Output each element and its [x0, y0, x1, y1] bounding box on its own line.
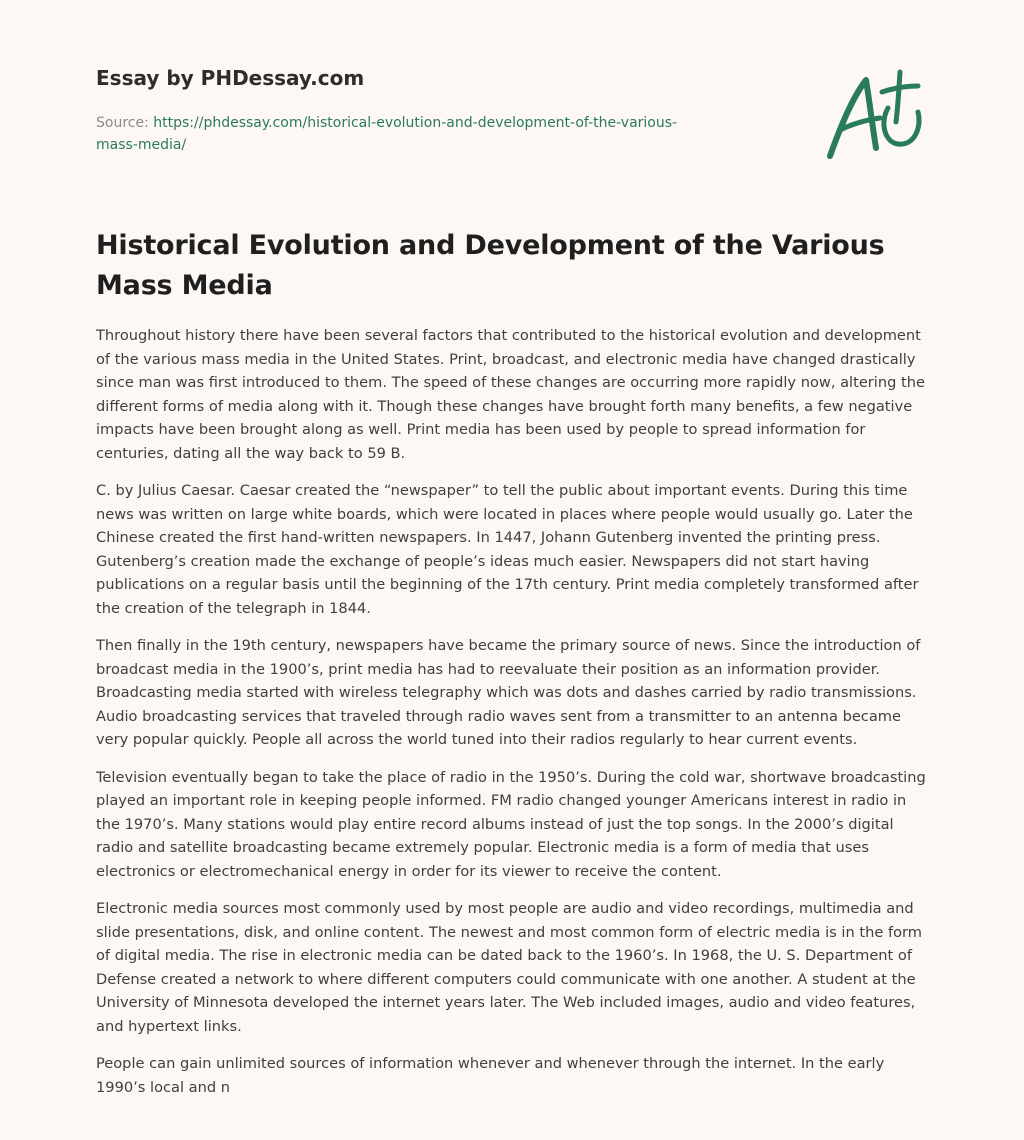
source-line	[96, 112, 816, 156]
essay-paragraph: People can gain unlimited sources of information whenever and whenever through the internet. In the early 1990’s local and n	[96, 1055, 885, 1096]
essay-header	[96, 64, 816, 156]
essay-paragraph: Electronic media sources most commonly used by most people are audio and video recordings, multimedia and slide presentations, disk, and online content. The newest and most common form of electric media is in the form of digital media. The rise in electronic media can be dated back to the 1960’s. In 1968, the U. S. Department of Defense created a network to where different computers could communicate with one another. A student at the University of Minnesota developed the internet years later. The Web included images, audio and video features, and hypertext links.	[96, 900, 922, 1035]
a-plus-grade-icon	[822, 68, 926, 164]
brand-name: Essay by PHDessay.com	[96, 66, 365, 90]
essay-body	[96, 324, 930, 1113]
essay-paragraph: Then finally in the 19th century, newspapers have became the primary source of news. Since the introduction of broadcast media in the 1900’s, print media has had to reevaluate their position as an information provider. Broadcasting media started with wireless telegraphy which was dots and dashes carried by radio transmissions. Audio broadcasting services that traveled through radio waves sent from a transmitter to an antenna became very popular quickly. People all across the world tuned into their radios regularly to hear current events.	[96, 637, 921, 748]
source-link-line2: mass-media/	[96, 137, 187, 153]
essay-title: Historical Evolution and Development of the Various Mass Media	[96, 230, 885, 301]
source-link-line1: https://phdessay.com/historical-evolution-and-development-of-the-various-	[153, 115, 678, 131]
essay-paragraph: Television eventually began to take the place of radio in the 1950’s. During the cold war, shortwave broadcasting played an important role in keeping people informed. FM radio changed younger Americans interest in radio in the 1970’s. Many stations would play entire record albums instead of just the top songs. In the 2000’s digital radio and satellite broadcasting became extremely popular. Electronic media is a form of media that uses electronics or electromechanical energy in order for its viewer to receive the content.	[96, 768, 926, 880]
source-link[interactable]	[96, 115, 677, 153]
essay-paragraph: C. by Julius Caesar. Caesar created the “newspaper” to tell the public about important events. During this time news was written on large white boards, which were located in places where people would usually go. Later the Chinese created the first hand-written newspapers. In 1447, Johann Gutenberg invented the printing press. Gutenberg’s creation made the exchange of people’s ideas much easier. Newspapers did not start having publications on a regular basis until the beginning of the 17th century. Print media completely transformed after the creation of the telegraph in 1844.	[96, 482, 919, 617]
source-label: Source:	[96, 115, 149, 131]
essay-paragraph: Throughout history there have been several factors that contributed to the historical evolution and development of the various mass media in the United States. Print, broadcast, and electronic media have changed drastically since man was first introduced to them. The speed of these changes are occurring more rapidly now, altering the different forms of media along with it. Though these changes have brought forth many benefits, a few negative impacts have been brought along as well. Print media has been used by people to spread information for centuries, dating all the way back to 59 B.	[96, 327, 925, 462]
